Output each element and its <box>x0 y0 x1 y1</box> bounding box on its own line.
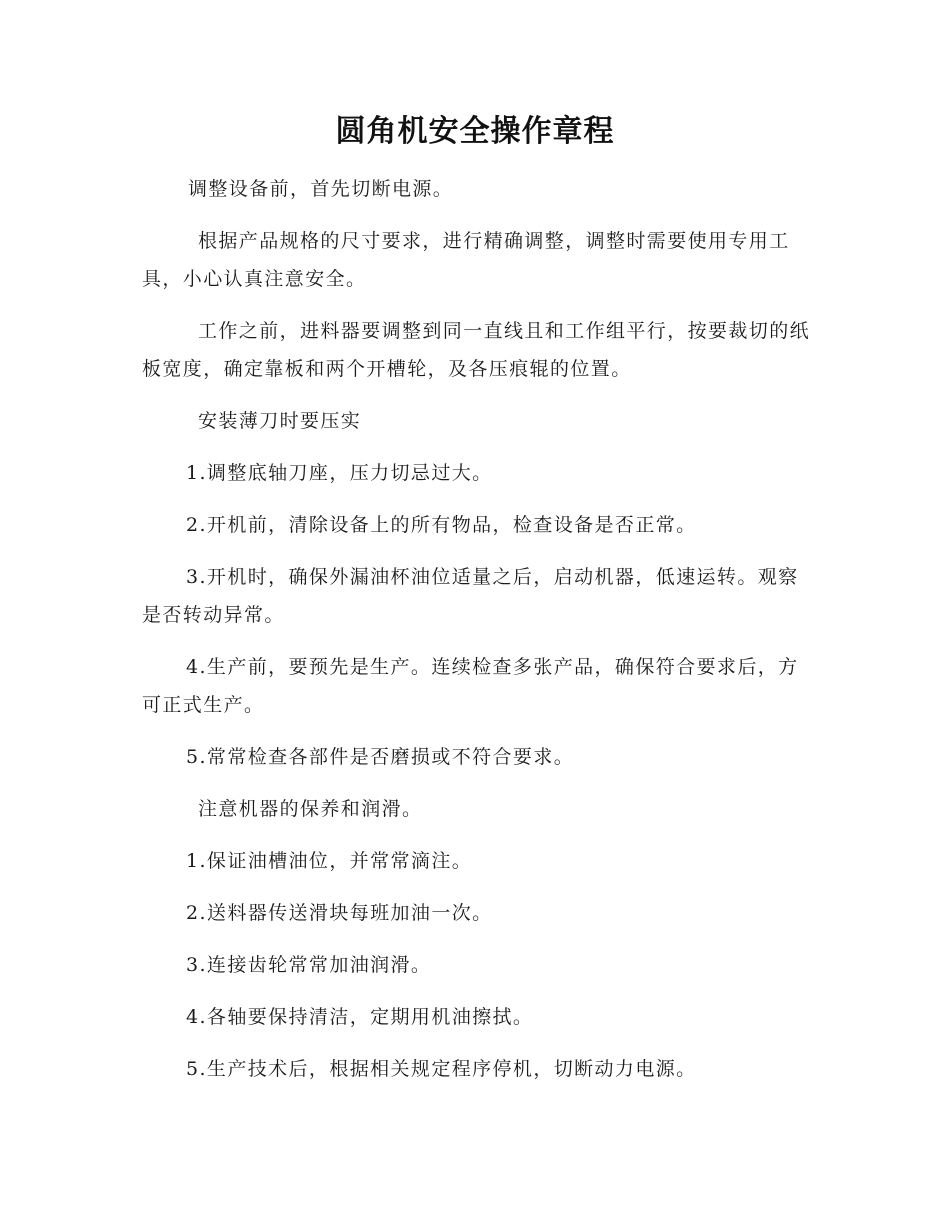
paragraph-adjust-spec: 根据产品规格的尺寸要求，进行精确调整，调整时需要使用专用工具，小心认真注意安全。 <box>142 230 790 290</box>
list-item-maintenance-5: 5.生产技术后，根据相关规定程序停机，切断动力电源。 <box>186 1058 697 1080</box>
list-item-blade-2: 2.开机前，清除设备上的所有物品，检查设备是否正常。 <box>186 514 697 536</box>
list-item-maintenance-4: 4.各轴要保持清洁，定期用机油擦拭。 <box>186 1006 534 1028</box>
list-item-blade-1: 1.调整底轴刀座，压力切忌过大。 <box>186 462 493 484</box>
list-item-maintenance-3: 3.连接齿轮常常加油润滑。 <box>186 954 432 976</box>
paragraph-before-work: 工作之前，进料器要调整到同一直线且和工作组平行，按要裁切的纸板宽度，确定靠板和两个开槽轮，及各压痕辊的位置。 <box>142 320 811 380</box>
paragraph-power-off: 调整设备前，首先切断电源。 <box>188 178 454 200</box>
section-heading-blade: 安装薄刀时要压实 <box>198 410 362 432</box>
section-heading-maintenance: 注意机器的保养和润滑。 <box>198 798 423 820</box>
list-item-blade-3: 3.开机时，确保外漏油杯油位适量之后，启动机器，低速运转。观察是否转动异常。 <box>142 566 799 626</box>
list-item-maintenance-2: 2.送料器传送滑块每班加油一次。 <box>186 902 493 924</box>
document-title: 圆角机安全操作章程 <box>335 114 615 149</box>
list-item-blade-5: 5.常常检查各部件是否磨损或不符合要求。 <box>186 746 575 768</box>
document-body <box>142 170 810 1102</box>
list-item-blade-4: 4.生产前，要预先是生产。连续检查多张产品，确保符合要求后，方可正式生产。 <box>142 656 799 716</box>
list-item-maintenance-1: 1.保证油槽油位，并常常滴注。 <box>186 850 473 872</box>
